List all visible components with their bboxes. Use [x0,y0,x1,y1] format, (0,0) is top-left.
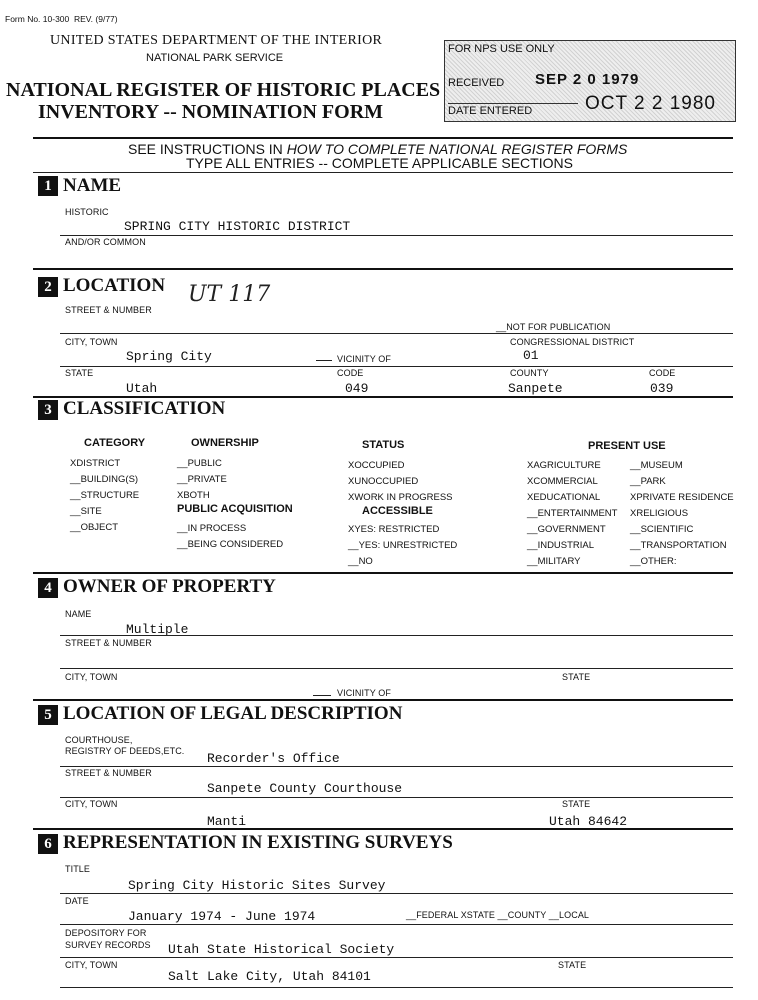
present-use-option[interactable]: XAGRICULTURE [527,460,601,471]
accessible-option[interactable]: XYES: RESTRICTED [348,524,440,535]
owner-name-value: Multiple [126,622,189,637]
legal-state-label: STATE [562,799,591,809]
service-name: NATIONAL PARK SERVICE [146,52,284,64]
ownership-list [177,456,227,504]
form-title-line1: NATIONAL REGISTER OF HISTORIC PLACES [6,79,441,101]
section-2-number: 2 [38,277,58,297]
depository-label-1: DEPOSITORY FOR [65,928,147,938]
present-use-option[interactable]: XPRIVATE RESIDENCE [630,492,734,503]
historic-label: HISTORIC [65,207,109,217]
instructions-rule [33,172,733,173]
owner-state-label: STATE [562,672,591,682]
status-option[interactable]: XUNOCCUPIED [348,476,419,487]
status-option[interactable]: XWORK IN PROGRESS [348,492,453,503]
section-4-end-rule [33,699,733,701]
category-option[interactable]: __SITE [70,506,102,517]
instructions-title: HOW TO COMPLETE NATIONAL REGISTER FORMS [286,141,628,157]
legal-city-label: CITY, TOWN [65,799,118,809]
owner-street-rule [60,668,733,669]
instructions-line2: TYPE ALL ENTRIES -- COMPLETE APPLICABLE SECTIONS [186,155,573,171]
present-use-option[interactable]: XCOMMERCIAL [527,476,598,487]
present-use-option[interactable]: __PARK [630,476,666,487]
legal-street-value: Sanpete County Courthouse [207,781,403,796]
acquisition-option[interactable]: __BEING CONSIDERED [177,539,284,550]
section-1-title: NAME [63,175,122,196]
status-heading: STATUS [362,439,405,451]
status-option[interactable]: XOCCUPIED [348,460,405,471]
present-use-heading: PRESENT USE [588,440,666,452]
vicinity-blank [316,360,332,361]
survey-date-value: January 1974 - June 1974 [128,909,316,924]
section-3-end-rule [33,572,733,574]
category-option[interactable]: __STRUCTURE [70,490,140,501]
acquisition-heading: PUBLIC ACQUISITION [177,503,293,515]
present-use-option[interactable]: XEDUCATIONAL [527,492,601,503]
county-value: Sanpete [508,381,563,396]
congressional-value: 01 [523,348,539,363]
survey-title-value: Spring City Historic Sites Survey [128,878,386,893]
street-label: STREET & NUMBER [65,305,152,315]
section-5-end-rule [33,828,733,830]
present-use-option[interactable]: __INDUSTRIAL [527,540,595,551]
depository-rule [60,957,733,958]
present-use-option[interactable]: __ENTERTAINMENT [527,508,618,519]
owner-street-label: STREET & NUMBER [65,638,152,648]
ownership-option[interactable]: __PUBLIC [177,458,222,469]
section-5-title: LOCATION OF LEGAL DESCRIPTION [63,703,403,724]
depository-value: Utah State Historical Society [168,942,395,957]
county-label: COUNTY [510,368,549,378]
ownership-option[interactable]: __PRIVATE [177,474,227,485]
accessible-list [348,522,457,570]
county-code-label: CODE [649,368,676,378]
department-name: UNITED STATES DEPARTMENT OF THE INTERIOR [50,33,383,48]
legal-street-label: STREET & NUMBER [65,768,152,778]
courthouse-rule [60,766,733,767]
category-list [70,456,139,536]
code-label: CODE [337,368,364,378]
category-option[interactable]: __BUILDING(S) [70,474,139,485]
city-label: CITY, TOWN [65,337,118,347]
present-use-right-list [630,458,734,570]
nps-divider [448,103,578,104]
form-title-line2: INVENTORY -- NOMINATION FORM [38,101,384,123]
owner-vicinity-blank [313,695,331,696]
header-rule [33,137,733,139]
section-3-number: 3 [38,400,58,420]
survey-date-label: DATE [65,896,89,906]
owner-city-label: CITY, TOWN [65,672,118,682]
common-label: AND/OR COMMON [65,237,146,247]
ownership-option[interactable]: XBOTH [177,490,210,501]
acquisition-list [177,521,283,553]
owner-vicinity-label: VICINITY OF [337,688,391,698]
state-code-value: 049 [345,381,369,396]
section-5-number: 5 [38,705,58,725]
handwritten-annotation: UT 117 [188,282,271,307]
not-for-publication: __NOT FOR PUBLICATION [496,322,611,332]
courthouse-label-1: COURTHOUSE, [65,735,133,745]
city-rule [60,366,733,367]
city-value: Spring City [126,349,212,364]
survey-date-rule [60,924,733,925]
section-1-end-rule [33,268,733,270]
acquisition-option[interactable]: __IN PROCESS [177,523,247,534]
survey-city-value: Salt Lake City, Utah 84101 [168,969,371,984]
form-no-text: Form No. 10-300 [5,14,70,24]
section-6-number: 6 [38,834,58,854]
section-4-title: OWNER OF PROPERTY [63,576,276,597]
section-2-title: LOCATION [63,275,166,296]
present-use-option[interactable]: __GOVERNMENT [527,524,606,535]
form-number [5,14,118,24]
date-entered-label: DATE ENTERED [448,105,533,117]
category-option[interactable]: XDISTRICT [70,458,121,469]
historic-name-value: SPRING CITY HISTORIC DISTRICT [124,219,351,234]
present-use-option[interactable]: __TRANSPORTATION [630,540,727,551]
legal-city-value: Manti [207,814,247,829]
street-rule [60,333,733,334]
courthouse-label-2: REGISTRY OF DEEDS,ETC. [65,746,185,756]
state-label: STATE [65,368,94,378]
status-list [348,458,453,506]
section-1-number: 1 [38,176,58,196]
nps-heading: FOR NPS USE ONLY [448,43,555,55]
section-4-number: 4 [38,578,58,598]
congressional-label: CONGRESSIONAL DISTRICT [510,337,635,347]
survey-title-label: TITLE [65,864,91,874]
present-use-option[interactable]: __MILITARY [527,556,581,567]
present-use-option[interactable]: __SCIENTIFIC [630,524,694,535]
nps-use-box [444,40,736,122]
survey-city-rule [60,987,733,988]
legal-street-rule [60,797,733,798]
county-code-value: 039 [650,381,674,396]
received-label: RECEIVED [448,77,505,89]
survey-title-rule [60,893,733,894]
received-stamp: SEP 2 0 1979 [535,71,640,88]
present-use-option[interactable]: XRELIGIOUS [630,508,689,519]
courthouse-value: Recorder's Office [207,751,340,766]
owner-name-label: NAME [65,609,92,619]
ownership-heading: OWNERSHIP [191,437,259,449]
survey-level-options: __FEDERAL XSTATE __COUNTY __LOCAL [406,910,590,920]
owner-name-rule [60,635,733,636]
category-heading: CATEGORY [84,437,146,449]
instructions-text: SEE INSTRUCTIONS IN [128,141,287,157]
accessible-option[interactable]: __NO [348,556,373,567]
survey-state-label: STATE [558,960,587,970]
accessible-heading: ACCESSIBLE [362,505,433,517]
present-use-option[interactable]: __MUSEUM [630,460,683,471]
historic-rule [60,235,733,236]
revision-text: REV. (9/77) [73,14,118,24]
accessible-option[interactable]: __YES: UNRESTRICTED [348,540,458,551]
section-6-title: REPRESENTATION IN EXISTING SURVEYS [63,832,453,853]
section-3-title: CLASSIFICATION [63,398,226,419]
category-option[interactable]: __OBJECT [70,522,119,533]
vicinity-label: VICINITY OF [337,354,391,364]
depository-label-2: SURVEY RECORDS [65,940,151,950]
date-entered-stamp: OCT 2 2 1980 [585,93,717,114]
present-use-option[interactable]: __OTHER: [630,556,677,567]
present-use-left-list [527,458,617,570]
legal-state-value: Utah 84642 [549,814,628,829]
survey-city-label: CITY, TOWN [65,960,118,970]
state-value: Utah [126,381,158,396]
